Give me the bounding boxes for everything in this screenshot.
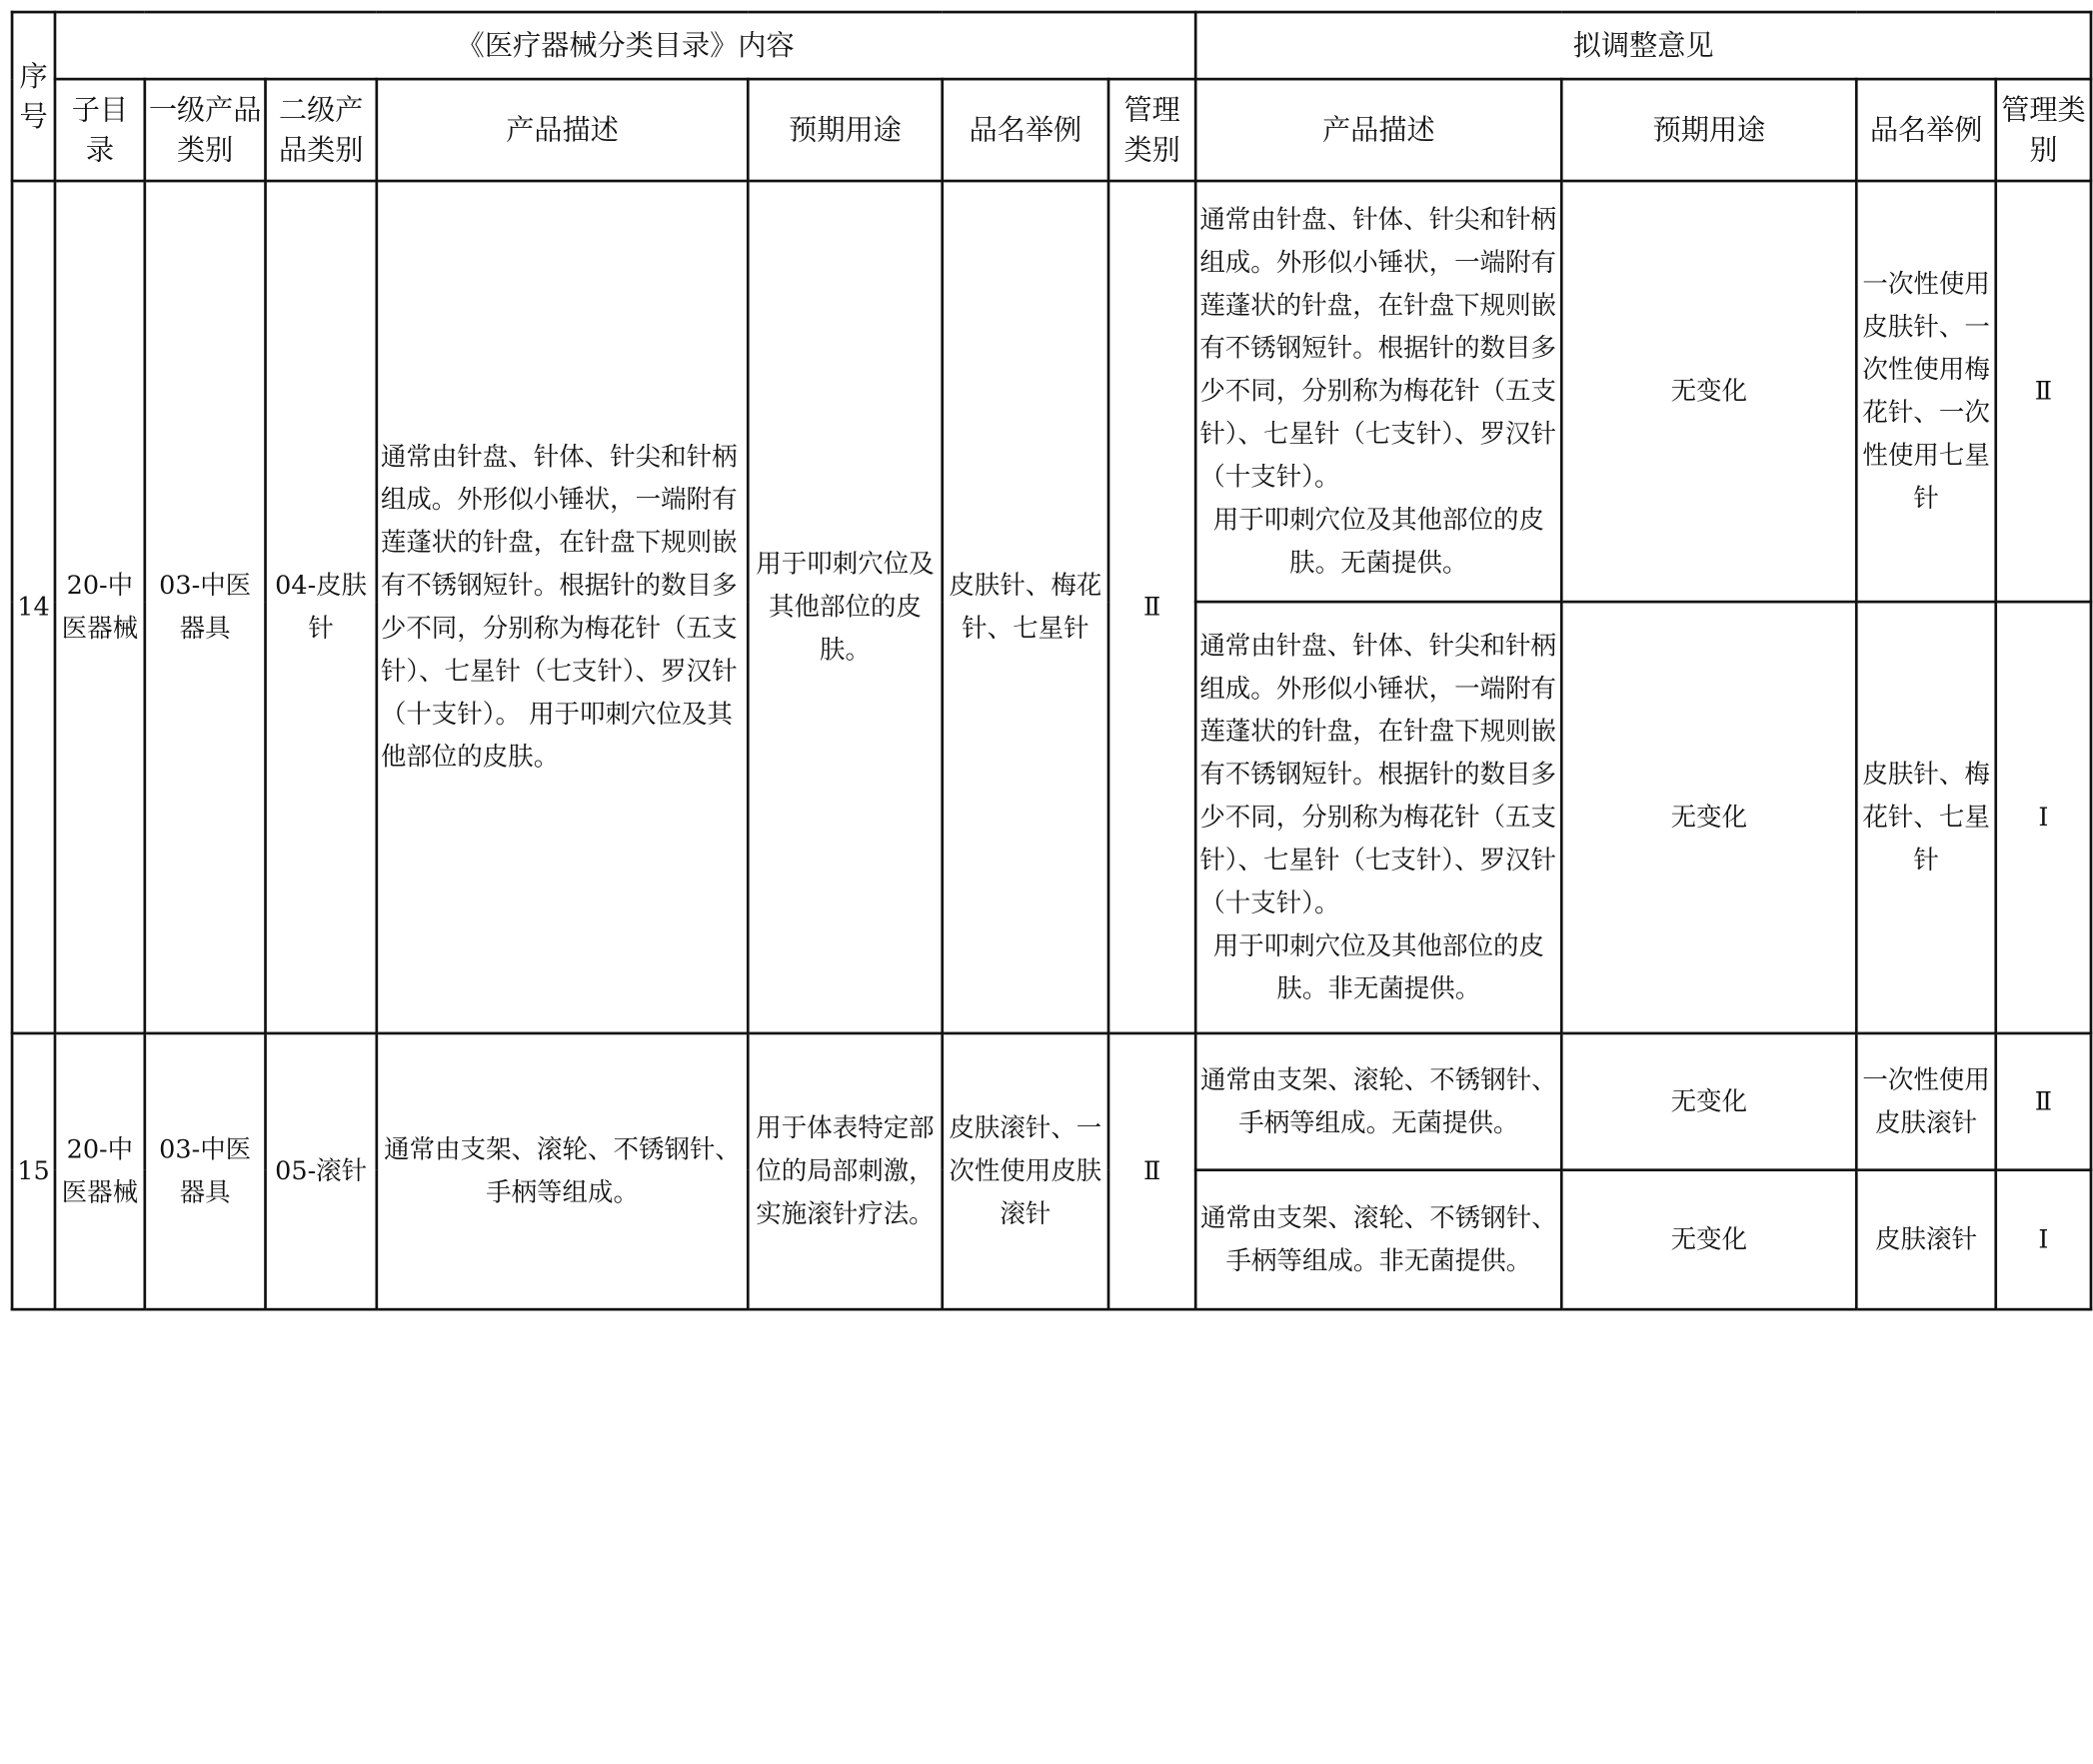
header-row-2 [12,79,2091,181]
seq-cell: 15 [12,1033,55,1309]
name-examples-cell: 皮肤滚针、一次性使用皮肤滚针 [943,1033,1108,1309]
adj-mgmt-class-cell: Ⅱ [1996,1033,2091,1170]
intended-use-cell: 用于叩刺穴位及其他部位的皮肤。 [748,181,942,1033]
mgmt-class-cell: Ⅱ [1108,181,1195,1033]
adj-name-examples-header: 品名举例 [1856,79,1995,181]
header-row-1 [12,12,2091,79]
first-class-cell: 03-中医器具 [145,1033,266,1309]
adj-name-examples-cell: 皮肤针、梅花针、七星针 [1856,602,1995,1033]
sub-catalog-cell: 20-中医器械 [55,1033,145,1309]
adj-desc-body: 通常由针盘、针体、针尖和针柄组成。外形似小锤状，一端附有莲蓬状的针盘，在针盘下规则嵌有不锈钢短针。根据针的数目多少不同，分别称为梅花针（五支针）、七星针（七支针）、罗汉针（十支针）。 [1199,205,1557,493]
mgmt-class-cell: Ⅱ [1108,1033,1195,1309]
adj-mgmt-class-cell: Ⅰ [1996,1170,2091,1309]
name-examples-cell: 皮肤针、梅花针、七星针 [943,181,1108,1033]
first-class-header: 一级产品类别 [145,79,266,181]
adj-desc-tail: 用于叩刺穴位及其他部位的皮肤。非无菌提供。 [1212,930,1544,1004]
seq-header: 序号 [12,12,55,181]
adj-mgmt-class-header: 管理类别 [1996,79,2091,181]
first-class-cell: 03-中医器具 [145,181,266,1033]
adj-product-desc-cell [1195,602,1561,1033]
adj-intended-use-cell: 无变化 [1561,1170,1856,1309]
adj-product-desc-header: 产品描述 [1195,79,1561,181]
adj-product-desc-cell [1195,181,1561,602]
adj-name-examples-cell: 皮肤滚针 [1856,1170,1995,1309]
adj-name-examples-cell: 一次性使用皮肤滚针 [1856,1033,1995,1170]
sub-catalog-header: 子目录 [55,79,145,181]
classification-adjustment-table [11,11,2093,1311]
adjustment-opinion-header: 拟调整意见 [1195,12,2091,79]
intended-use-cell: 用于体表特定部位的局部刺激，实施滚针疗法。 [748,1033,942,1309]
adj-intended-use-cell: 无变化 [1561,1033,1856,1170]
adj-product-desc-cell: 通常由支架、滚轮、不锈钢针、手柄等组成。非无菌提供。 [1195,1170,1561,1309]
second-class-cell: 04-皮肤针 [266,181,377,1033]
intended-use-header: 预期用途 [748,79,942,181]
second-class-header: 二级产品类别 [266,79,377,181]
product-desc-header: 产品描述 [377,79,748,181]
second-class-cell: 05-滚针 [266,1033,377,1309]
adj-product-desc-cell: 通常由支架、滚轮、不锈钢针、手柄等组成。无菌提供。 [1195,1033,1561,1170]
adj-mgmt-class-cell: Ⅱ [1996,181,2091,602]
adj-mgmt-class-cell: Ⅰ [1996,602,2091,1033]
table-row [12,181,2091,602]
adj-name-examples-cell: 一次性使用皮肤针、一次性使用梅花针、一次性使用七星针 [1856,181,1995,602]
sub-catalog-cell: 20-中医器械 [55,181,145,1033]
catalog-content-header: 《医疗器械分类目录》内容 [55,12,1195,79]
name-examples-header: 品名举例 [943,79,1108,181]
mgmt-class-header: 管理类别 [1108,79,1195,181]
seq-cell: 14 [12,181,55,1033]
adj-desc-tail: 用于叩刺穴位及其他部位的皮肤。无菌提供。 [1212,505,1544,578]
adj-intended-use-cell: 无变化 [1561,602,1856,1033]
table-row [12,1033,2091,1170]
product-desc-cell: 通常由针盘、针体、针尖和针柄组成。外形似小锤状，一端附有莲蓬状的针盘，在针盘下规则嵌有不锈钢短针。根据针的数目多少不同，分别称为梅花针（五支针）、七星针（七支针）、罗汉针（十支针）。 用于叩刺穴位及其他部位的皮肤。 [377,181,748,1033]
product-desc-cell: 通常由支架、滚轮、不锈钢针、手柄等组成。 [377,1033,748,1309]
adj-intended-use-header: 预期用途 [1561,79,1856,181]
adj-intended-use-cell: 无变化 [1561,181,1856,602]
adj-desc-body: 通常由针盘、针体、针尖和针柄组成。外形似小锤状，一端附有莲蓬状的针盘，在针盘下规则嵌有不锈钢短针。根据针的数目多少不同，分别称为梅花针（五支针）、七星针（七支针）、罗汉针（十支针）。 [1199,631,1557,918]
